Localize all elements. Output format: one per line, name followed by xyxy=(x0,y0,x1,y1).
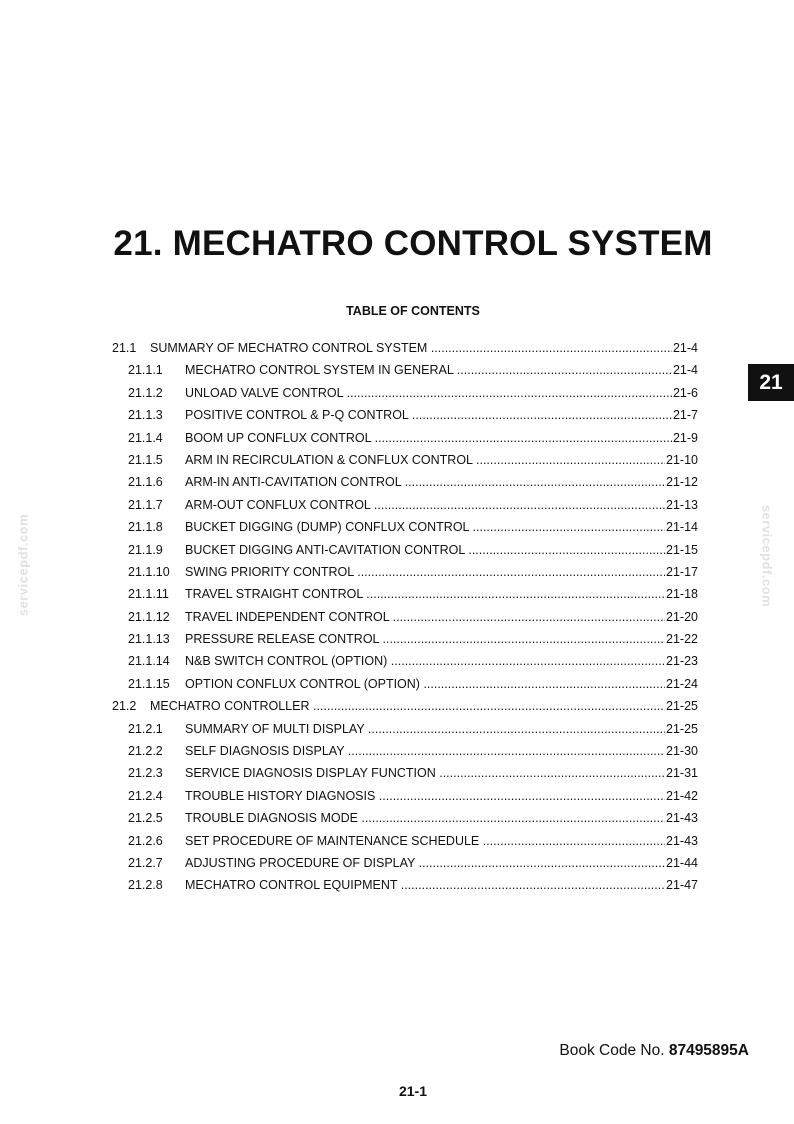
watermark-right: servicepdf.com xyxy=(759,504,775,608)
toc-entry-title: BOOM UP CONFLUX CONTROL ..... xyxy=(185,431,672,445)
toc-entry-page: 21-22 xyxy=(666,632,698,647)
toc-entry-number: 21.1.5 xyxy=(128,452,163,467)
toc-entry-page: 21-9 xyxy=(672,430,698,445)
toc-entry xyxy=(112,632,698,654)
toc-entry-title: SELF DIAGNOSIS DISPLAY ..... xyxy=(185,744,665,758)
toc-entry-number: 21.1.2 xyxy=(128,385,163,400)
toc-entry xyxy=(112,565,698,587)
toc-entry-page: 21-17 xyxy=(666,564,698,579)
toc-entry-number: 21.1.9 xyxy=(128,542,163,557)
toc-entry xyxy=(112,722,698,744)
toc-entry xyxy=(112,341,698,363)
toc-entry-page: 21-23 xyxy=(666,654,698,669)
toc-entry-title: MECHATRO CONTROL SYSTEM IN GENERAL ..... xyxy=(185,363,672,377)
toc-entry-page: 21-18 xyxy=(666,587,698,602)
toc-entry-number: 21.1.8 xyxy=(128,520,163,535)
book-code-value: 87495895A xyxy=(668,1042,749,1059)
toc-entry-number: 21.2.4 xyxy=(128,788,163,803)
book-code xyxy=(559,1042,749,1060)
toc-entry-number: 21.2 xyxy=(112,699,137,714)
toc-entry-title: MECHATRO CONTROL EQUIPMENT ..... xyxy=(185,878,665,892)
toc-entry-number: 21.2.8 xyxy=(128,878,163,893)
toc-entry-page: 21-4 xyxy=(672,341,698,355)
page-title: 21. MECHATRO CONTROL SYSTEM xyxy=(113,224,713,263)
chapter-tab: 21 xyxy=(748,364,794,401)
toc-entry-title: ARM-OUT CONFLUX CONTROL ..... xyxy=(185,498,665,512)
toc-entry-page: 21-12 xyxy=(666,475,698,490)
toc-entry xyxy=(112,856,698,878)
toc-entry-title: SUMMARY OF MECHATRO CONTROL SYSTEM ..... xyxy=(150,341,672,355)
toc-entry-title: ARM IN RECIRCULATION & CONFLUX CONTROL ..... xyxy=(185,453,665,467)
toc-entry-page: 21-4 xyxy=(672,363,698,378)
toc-entry-number: 21.2.6 xyxy=(128,833,163,848)
toc-entry-number: 21.1.12 xyxy=(128,609,170,624)
toc-entry xyxy=(112,431,698,453)
toc-entry-page: 21-14 xyxy=(666,520,698,535)
toc-entry-title: N&B SWITCH CONTROL (OPTION) ..... xyxy=(185,654,665,668)
toc-entry xyxy=(112,453,698,475)
toc-entry-page: 21-42 xyxy=(666,788,698,803)
toc-entry xyxy=(112,498,698,520)
toc-entry-title: ARM-IN ANTI-CAVITATION CONTROL ..... xyxy=(185,475,665,489)
toc-heading: TABLE OF CONTENTS xyxy=(346,304,480,318)
table-of-contents xyxy=(112,341,698,901)
toc-entry-number: 21.1 xyxy=(112,341,137,355)
toc-entry-page: 21-43 xyxy=(666,833,698,848)
toc-entry-number: 21.1.4 xyxy=(128,430,163,445)
toc-entry xyxy=(112,386,698,408)
toc-entry-title: PRESSURE RELEASE CONTROL ..... xyxy=(185,632,665,646)
toc-entry xyxy=(112,878,698,900)
toc-entry-number: 21.1.6 xyxy=(128,475,163,490)
toc-entry-page: 21-20 xyxy=(666,609,698,624)
toc-entry-number: 21.1.3 xyxy=(128,408,163,423)
toc-entry-title: ADJUSTING PROCEDURE OF DISPLAY ..... xyxy=(185,856,665,870)
toc-entry-title: UNLOAD VALVE CONTROL ..... xyxy=(185,386,672,400)
toc-entry-title: BUCKET DIGGING ANTI-CAVITATION CONTROL ..... xyxy=(185,543,665,557)
toc-entry-number: 21.2.3 xyxy=(128,766,163,781)
toc-entry-number: 21.2.5 xyxy=(128,811,163,826)
toc-entry-number: 21.1.11 xyxy=(128,587,169,602)
toc-entry-title: SWING PRIORITY CONTROL ..... xyxy=(185,565,665,579)
toc-entry-title: TROUBLE HISTORY DIAGNOSIS ..... xyxy=(185,789,665,803)
toc-entry-page: 21-24 xyxy=(666,676,698,691)
toc-entry-number: 21.1.15 xyxy=(128,676,170,691)
toc-entry-page: 21-6 xyxy=(672,385,698,400)
toc-entry xyxy=(112,811,698,833)
toc-entry-title: TRAVEL STRAIGHT CONTROL ..... xyxy=(185,587,665,601)
toc-entry-number: 21.2.2 xyxy=(128,744,163,759)
toc-entry xyxy=(112,834,698,856)
book-code-label: Book Code No. xyxy=(559,1042,665,1059)
toc-entry-page: 21-7 xyxy=(672,408,698,423)
toc-entry-number: 21.2.7 xyxy=(128,855,163,870)
toc-entry-title: SERVICE DIAGNOSIS DISPLAY FUNCTION ..... xyxy=(185,766,665,780)
toc-entry-number: 21.1.13 xyxy=(128,632,170,647)
toc-entry-title: TRAVEL INDEPENDENT CONTROL ..... xyxy=(185,610,665,624)
toc-entry-page: 21-43 xyxy=(666,811,698,826)
toc-entry-title: TROUBLE DIAGNOSIS MODE ..... xyxy=(185,811,665,825)
toc-entry xyxy=(112,654,698,676)
toc-entry-title: BUCKET DIGGING (DUMP) CONFLUX CONTROL ..... xyxy=(185,520,665,534)
toc-entry-page: 21-25 xyxy=(666,699,698,714)
toc-entry xyxy=(112,408,698,430)
toc-entry xyxy=(112,610,698,632)
toc-entry-title: POSITIVE CONTROL & P-Q CONTROL ..... xyxy=(185,408,672,422)
toc-entry xyxy=(112,520,698,542)
toc-entry xyxy=(112,475,698,497)
toc-entry-page: 21-10 xyxy=(666,452,698,467)
toc-entry xyxy=(112,699,698,721)
toc-entry-number: 21.2.1 xyxy=(128,721,163,736)
toc-entry xyxy=(112,677,698,699)
watermark-left: servicepdf.com xyxy=(15,513,31,617)
toc-entry-number: 21.1.10 xyxy=(128,564,170,579)
toc-entry-page: 21-47 xyxy=(666,878,698,893)
toc-entry-title: SUMMARY OF MULTI DISPLAY ..... xyxy=(185,722,665,736)
page-number: 21-1 xyxy=(398,1083,428,1099)
toc-entry-title: MECHATRO CONTROLLER ..... xyxy=(150,699,665,713)
toc-entry-page: 21-25 xyxy=(666,721,698,736)
toc-entry-number: 21.1.14 xyxy=(128,654,170,669)
toc-entry-number: 21.1.7 xyxy=(128,497,163,512)
toc-entry-page: 21-15 xyxy=(666,542,698,557)
toc-entry xyxy=(112,363,698,385)
toc-entry-title: OPTION CONFLUX CONTROL (OPTION) ..... xyxy=(185,677,665,691)
toc-entry xyxy=(112,587,698,609)
toc-entry-title: SET PROCEDURE OF MAINTENANCE SCHEDULE ..... xyxy=(185,834,665,848)
toc-entry xyxy=(112,744,698,766)
toc-entry xyxy=(112,543,698,565)
toc-entry-page: 21-13 xyxy=(666,497,698,512)
toc-entry-page: 21-44 xyxy=(666,855,698,870)
toc-entry-page: 21-31 xyxy=(666,766,698,781)
toc-entry xyxy=(112,766,698,788)
toc-entry-number: 21.1.1 xyxy=(128,363,163,378)
toc-entry-page: 21-30 xyxy=(666,744,698,759)
toc-entry xyxy=(112,789,698,811)
